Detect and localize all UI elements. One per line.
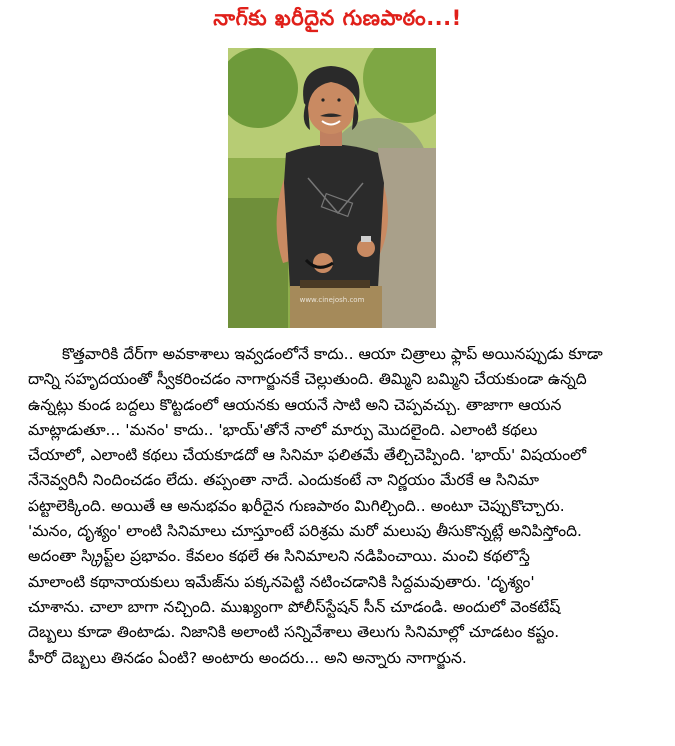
photo-watermark: www.cinejosh.com [299,296,365,304]
article-photo [228,48,436,328]
article-line: అదంతా స్క్రిప్ట్‌ల ప్రభావం. కేవలం కథలే ఈ సినిమాలని నడిపించాయి. మంచి కథలొస్తే [28,547,530,566]
article-line: మాట్లాడుతూ... 'మనం' కాదు.. 'భాయ్'తోనే నాలో మార్పు మొదలైంది. ఎలాంటి కథలు [28,420,538,439]
photo-illustration [228,48,436,328]
article-line: మాలాంటి కథానాయకులు ఇమేజ్‌ను పక్కనపెట్టి నటించడానికి సిద్దమవుతారు. 'దృశ్యం' [28,572,535,591]
article-line: పట్టాలెక్కింది. అయితే ఆ అనుభవం ఖరీదైన గుణపాఠం మిగిల్చింది.. అంటూ చెప్పుకొచ్చారు. [28,496,565,515]
article-body [28,342,654,671]
article-line: నేనెవ్వరినీ నిందించడం లేదు. తప్పంతా నాదే. ఎందుకంటే నా నిర్ణయం మేరకే ఆ సినిమా [28,471,540,490]
article-line: దాన్ని సహృదయంతో స్వీకరించడం నాగార్జునకే చెల్లుతుంది. తిమ్మిని బమ్మిని చేయకుండా ఉన్నది [28,370,587,389]
article-line: చూశాను. చాలా బాగా నచ్చింది. ముఖ్యంగా పోలీస్‌స్టేషన్ సీన్ చూడండి. అందులో వెంకటేష్ [28,597,561,616]
headline: నాగ్‌కు ఖరీదైన గుణపాఠం...! [213,6,462,30]
article-line: చేయాలో, ఎలాంటి కథలు చేయకూడదో ఆ సినిమా ఫలితమే తేల్చిచెప్పింది. 'భాయ్' విషయంలో [28,446,587,465]
article-line: 'మనం, దృశ్యం' లాంటి సినిమాలు చూస్తూంటే పరిశ్రమ మరో మలుపు తీసుకొన్నట్లే అనిపిస్తోంది. [28,522,582,541]
article-line: హీరో దెబ్బలు తినడం ఏంటి? అంటారు అందరు... అని అన్నారు నాగార్జున. [28,648,467,667]
article-line: ఉన్నట్లు కుండ బద్దలు కొట్టడంలో ఆయనకు ఆయనే సాటి అని చెప్పవచ్చు. తాజాగా ఆయన [28,395,562,414]
article-line: కొత్తవారికి దేర్‌గా అవకాశాలు ఇవ్వడంలోనే కాదు.. ఆయా చిత్రాలు ఫ్లాప్ అయినప్పుడు కూడా [62,345,603,363]
article-line: దెబ్బలు కూడా తింటాడు. నిజానికి అలాంటి సన్నివేశాలు తెలుగు సినిమాల్లో చూడటం కష్టం. [28,623,560,642]
